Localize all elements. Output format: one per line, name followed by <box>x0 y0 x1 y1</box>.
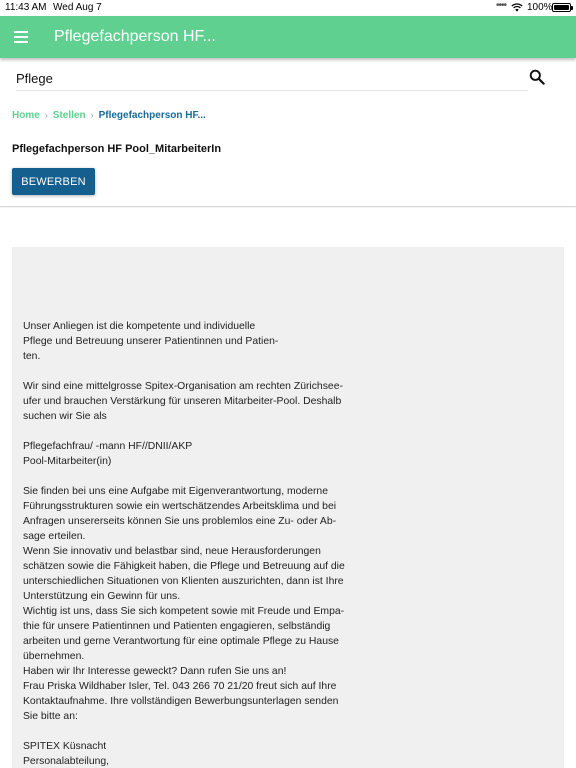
signal-dots-icon: •••• <box>496 0 507 11</box>
search-input[interactable] <box>16 67 528 91</box>
status-time: 11:43 AM <box>5 2 47 13</box>
divider <box>0 206 576 207</box>
battery-percent: 100% <box>527 2 553 13</box>
chevron-right-icon: › <box>44 110 48 120</box>
description-line: übernehmen. <box>23 651 85 662</box>
description-line: Sie finden bei uns eine Aufgabe mit Eigenverantwortung, moderne <box>23 486 328 497</box>
search-bar <box>0 58 576 102</box>
job-description-panel <box>12 247 564 768</box>
description-line: Kontaktaufnahme. Ihre vollständigen Bewerbungsunterlagen senden <box>23 696 339 707</box>
battery-icon <box>552 3 571 12</box>
description-line: Unser Anliegen ist die kompetente und individuelle <box>23 321 256 332</box>
description-line: unterschiedlichen Situationen von Klienten auszurichten, dann ist Ihre <box>23 576 344 587</box>
description-line: Wichtig ist uns, dass Sie sich kompetent sowie mit Freude und Empa- <box>23 606 345 617</box>
breadcrumb-home[interactable]: Home <box>12 110 40 121</box>
description-paragraph <box>23 739 363 768</box>
description-line: Anfragen unsererseits können Sie uns problemlos eine Zu- oder Ab- <box>23 516 337 527</box>
job-description-text <box>23 319 363 768</box>
description-line: Haben wir Ihr Interesse geweckt? Dann rufen Sie uns an! <box>23 666 287 677</box>
description-line: ufer und brauchen Verstärkung für unseren Mitarbeiter-Pool. Deshalb <box>23 396 342 407</box>
description-line: schätzen sowie die Fähigkeit haben, die Pflege und Betreuung auf die <box>23 561 345 572</box>
app-bar <box>0 16 576 58</box>
breadcrumb-current: Pflegefachperson HF... <box>98 110 206 121</box>
description-line: suchen wir Sie als <box>23 411 107 422</box>
description-line: arbeiten und gerne Verantwortung für eine optimale Pflege zu Hause <box>23 636 339 647</box>
breadcrumb <box>12 110 206 121</box>
apply-button[interactable]: BEWERBEN <box>12 168 95 195</box>
description-line: Personalabteilung, <box>23 756 110 767</box>
description-line: Frau Priska Wildhaber Isler, Tel. 043 266 70 21/20 freut sich auf Ihre <box>23 681 337 692</box>
wifi-icon <box>511 3 523 12</box>
menu-icon[interactable] <box>14 31 28 43</box>
description-line: Pflege und Betreuung unserer Patientinnen und Patien- <box>23 336 279 347</box>
description-line: sage erteilen. <box>23 531 86 542</box>
description-line: SPITEX Küsnacht <box>23 741 107 752</box>
description-line: ten. <box>23 351 41 362</box>
job-title: Pflegefachperson HF Pool_MitarbeiterIn <box>12 143 222 155</box>
description-line: Wenn Sie innovativ und belastbar sind, neue Herausforderungen <box>23 546 321 557</box>
description-paragraph <box>23 379 363 424</box>
status-bar <box>0 0 576 16</box>
description-line: Pflegefachfrau/ -mann HF//DNII/AKP <box>23 441 193 452</box>
description-paragraph <box>23 484 363 724</box>
breadcrumb-stellen[interactable]: Stellen <box>52 110 86 121</box>
description-line: Pool-Mitarbeiter(in) <box>23 456 112 467</box>
description-line: Wir sind eine mittelgrosse Spitex-Organisation am rechten Zürichsee- <box>23 381 343 392</box>
search-icon[interactable] <box>529 69 545 85</box>
description-paragraph <box>23 319 363 364</box>
description-paragraph <box>23 439 363 469</box>
description-line: Führungsstrukturen sowie ein wertschätzendes Arbeitsklima und bei <box>23 501 337 512</box>
chevron-right-icon: › <box>90 110 94 120</box>
status-date: Wed Aug 7 <box>53 2 102 13</box>
description-line: Sie bitte an: <box>23 711 78 722</box>
description-line: Unterstützung ein Gewinn für uns. <box>23 591 181 602</box>
description-line: thie für unsere Patientinnen und Patienten engagieren, selbständig <box>23 621 331 632</box>
app-bar-title: Pflegefachperson HF... <box>54 28 216 45</box>
